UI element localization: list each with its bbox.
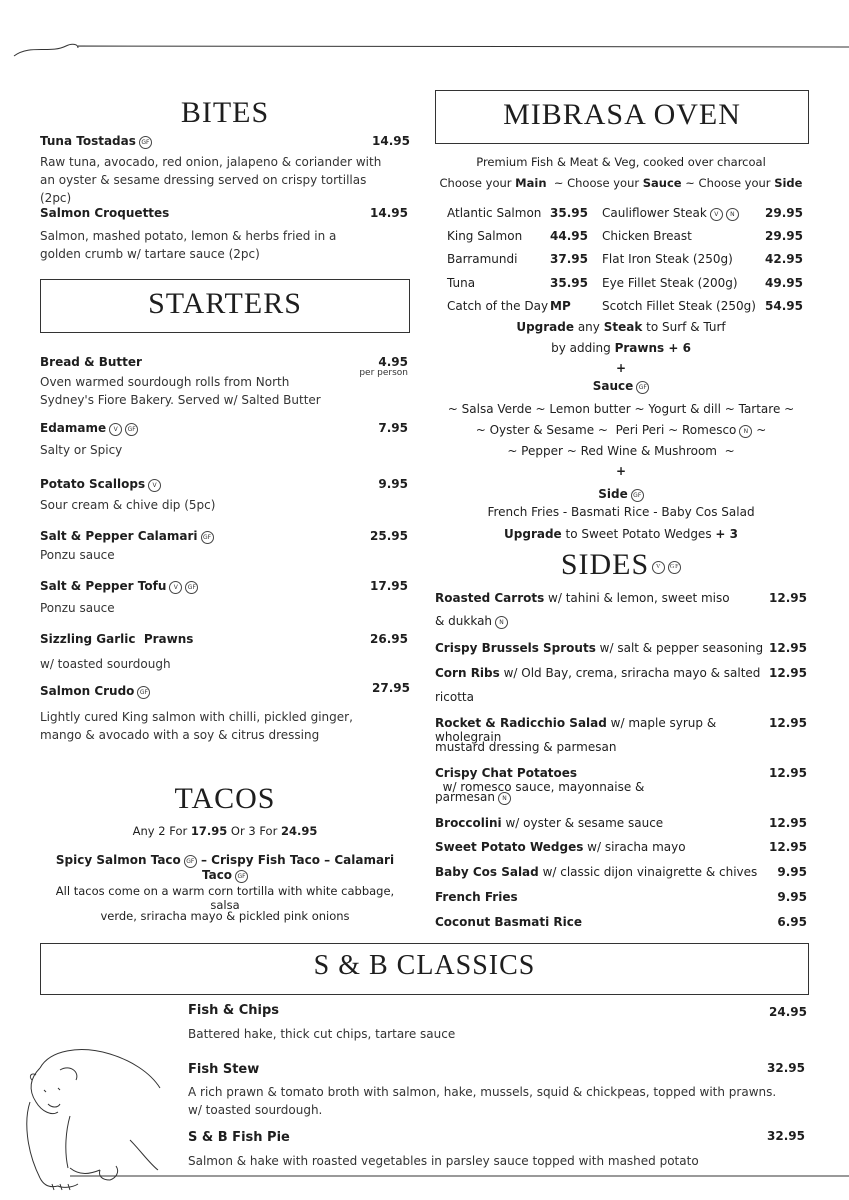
menu-item-desc: Sour cream & chive dip (5pc)	[40, 498, 216, 512]
side-price: 12.95	[769, 766, 807, 780]
classic-item-name: S & B Fish Pie	[188, 1130, 290, 1145]
sauce-label: Sauce GF	[435, 379, 807, 394]
oven-title: MIBRASA OVEN	[503, 98, 741, 131]
oven-item-name: Chicken Breast	[602, 229, 692, 243]
classic-item-desc: Salmon & hake with roasted vegetables in parsley sauce topped with mashed potato	[188, 1154, 699, 1168]
menu-item-price: 4.95	[378, 355, 408, 369]
tacos-desc-line2: verde, sriracha mayo & pickled pink onions	[100, 909, 350, 923]
menu-item-name: Salmon Croquettes	[40, 206, 170, 220]
oven-item-name: Flat Iron Steak (250g)	[602, 252, 733, 266]
tacos-offer: Any 2 For 17.95 Or 3 For 24.95	[132, 824, 318, 838]
oven-sides: French Fries - Basmati Rice - Baby Cos Salad	[487, 505, 755, 519]
tacos-desc-line1: All tacos come on a warm corn tortilla with white cabbage, salsa	[55, 884, 395, 912]
classic-item-desc: Battered hake, thick cut chips, tartare sauce	[188, 1027, 456, 1041]
vegetarian-icon: V	[109, 423, 122, 436]
side-price: 12.95	[769, 591, 807, 605]
menu-item-name: Salt & Pepper Calamari GF	[40, 529, 214, 544]
classics-header-box	[40, 943, 809, 995]
side-item: Roasted Carrots w/ tahini & lemon, sweet miso	[435, 591, 730, 605]
wave-line-icon	[0, 36, 849, 62]
menu-item-name: Sizzling Garlic Prawns	[40, 632, 194, 646]
side-item-cont: mustard dressing & parmesan	[435, 740, 617, 754]
side-label: Side GF	[435, 487, 807, 502]
gluten-free-icon: GF	[185, 581, 198, 594]
classic-item-price: 32.95	[767, 1061, 805, 1075]
oven-item-price: 29.95	[765, 206, 803, 220]
nuts-icon: N	[726, 208, 739, 221]
oven-intro: Premium Fish & Meat & Veg, cooked over charcoal	[476, 155, 766, 169]
oven-item-name: Barramundi	[447, 252, 518, 266]
oven-item-price: 42.95	[765, 252, 803, 266]
gluten-free-icon: GF	[201, 531, 214, 544]
side-item: Rocket & Radicchio Salad w/ maple syrup & wholegrain	[435, 716, 717, 744]
side-price: 12.95	[769, 716, 807, 730]
oven-row	[0, 252, 849, 272]
tacos-title: TACOS	[174, 782, 276, 815]
oven-upgrade: Upgrade any Steak to Surf & Turf	[516, 320, 726, 334]
oven-item-name: Scotch Fillet Steak (250g)	[602, 299, 756, 313]
side-item: French Fries	[435, 890, 518, 904]
oven-item-name: Cauliflower Steak V N	[602, 206, 739, 221]
sides-title: SIDES V GF	[560, 548, 680, 581]
menu-item-price: 17.95	[370, 579, 408, 593]
gluten-free-icon: GF	[235, 870, 248, 883]
classics-title: S & B CLASSICS	[313, 950, 536, 981]
vegetarian-icon: V	[710, 208, 723, 221]
oven-item-name: Tuna	[447, 276, 476, 290]
classic-item-desc: w/ toasted sourdough.	[188, 1103, 323, 1117]
classic-item-price: 24.95	[769, 1005, 807, 1019]
bear-drawing-icon	[0, 1020, 849, 1200]
menu-item-desc: Salmon, mashed potato, lemon & herbs fried in a golden crumb w/ tartare sauce (2pc)	[40, 229, 337, 261]
menu-item-price: 9.95	[378, 477, 408, 491]
oven-choose: Choose your Main ~ Choose your Sauce ~ Choose your Side	[439, 176, 803, 190]
oven-item-price: MP	[550, 299, 571, 313]
classic-item-name: Fish Stew	[188, 1062, 260, 1077]
oven-adding: by adding Prawns + 6	[551, 341, 691, 355]
menu-item-price: 14.95	[370, 206, 408, 220]
plus-sign: +	[615, 464, 627, 478]
side-item-cont: & dukkah N	[435, 614, 508, 629]
oven-header-box	[435, 90, 809, 144]
nuts-icon: N	[498, 792, 511, 805]
sauce-list-3: ~ Pepper ~ Red Wine & Mushroom ~	[507, 444, 735, 458]
plus-sign: +	[615, 361, 627, 375]
side-item: Sweet Potato Wedges w/ siracha mayo	[435, 840, 686, 854]
menu-item-name: Potato Scallops V	[40, 477, 161, 492]
menu-item-price: 27.95	[372, 681, 410, 695]
gluten-free-icon: GF	[184, 855, 197, 868]
menu-item-desc: Ponzu sauce	[40, 601, 115, 615]
oven-side-upgrade: Upgrade to Sweet Potato Wedges + 3	[504, 527, 738, 541]
menu-item-name: Salt & Pepper Tofu V GF	[40, 579, 198, 594]
oven-item-price: 49.95	[765, 276, 803, 290]
vegetarian-icon: V	[652, 561, 665, 574]
side-price: 12.95	[769, 840, 807, 854]
menu-item-name: Salmon Crudo GF	[40, 684, 150, 699]
tacos-list: Spicy Salmon Taco GF – Crispy Fish Taco – Calamari Taco GF	[55, 853, 395, 882]
menu-item-name: Tuna Tostadas GF	[40, 134, 152, 149]
gluten-free-icon: GF	[137, 686, 150, 699]
vegetarian-icon: V	[169, 581, 182, 594]
nuts-icon: N	[495, 616, 508, 629]
oven-item-name: King Salmon	[447, 229, 523, 243]
side-price: 12.95	[769, 816, 807, 830]
price-note: per person	[359, 368, 408, 378]
classic-item-desc: A rich prawn & tomato broth with salmon, hake, mussels, squid & chickpeas, topped with prawns.	[188, 1085, 777, 1099]
menu-item-desc: Ponzu sauce	[40, 548, 115, 562]
side-item: Baby Cos Salad w/ classic dijon vinaigrette & chives	[435, 865, 758, 879]
menu-item-name: Edamame V GF	[40, 421, 138, 436]
menu-item-price: 14.95	[372, 134, 410, 148]
gluten-free-icon: GF	[668, 561, 681, 574]
oven-row	[0, 299, 849, 319]
nuts-icon: N	[739, 425, 752, 438]
sauce-list-1: ~ Salsa Verde ~ Lemon butter ~ Yogurt & dill ~ Tartare ~	[447, 402, 795, 416]
menu-item-desc: Raw tuna, avocado, red onion, jalapeno & coriander with an oyster & sesame dressing served on crispy tortillas (2pc)	[40, 155, 382, 205]
oven-item-name: Atlantic Salmon	[447, 206, 542, 220]
menu-item-desc: Lightly cured King salmon with chilli, pickled ginger, mango & avocado with a soy & citrus dressing	[40, 710, 353, 742]
side-price: 6.95	[777, 915, 807, 929]
gluten-free-icon: GF	[139, 136, 152, 149]
oven-row	[0, 276, 849, 296]
menu-item-name: Bread & Butter	[40, 355, 142, 369]
oven-item-price: 35.95	[550, 206, 588, 220]
side-price: 9.95	[777, 865, 807, 879]
gluten-free-icon: GF	[636, 381, 649, 394]
vegetarian-icon: V	[148, 479, 161, 492]
side-item: Crispy Brussels Sprouts w/ salt & pepper seasoning	[435, 641, 764, 655]
oven-item-price: 29.95	[765, 229, 803, 243]
menu-item-price: 26.95	[370, 632, 408, 646]
menu-item-price: 25.95	[370, 529, 408, 543]
side-price: 12.95	[769, 641, 807, 655]
side-item: Coconut Basmati Rice	[435, 915, 583, 929]
side-price: 12.95	[769, 666, 807, 680]
oven-item-price: 44.95	[550, 229, 588, 243]
side-item: Corn Ribs w/ Old Bay, crema, sriracha mayo & salted	[435, 666, 761, 680]
bites-title: BITES	[180, 96, 270, 129]
starters-title: STARTERS	[148, 287, 302, 320]
classic-item-price: 32.95	[767, 1129, 805, 1143]
oven-item-name: Catch of the Day	[447, 299, 549, 313]
side-item: Crispy Chat Potatoes w/ romesco sauce, mayonnaise &	[435, 766, 645, 794]
classic-item-name: Fish & Chips	[188, 1003, 280, 1018]
oven-item-price: 54.95	[765, 299, 803, 313]
side-item-cont: parmesan N	[435, 790, 511, 805]
menu-item-desc: w/ toasted sourdough	[40, 657, 171, 671]
side-item: Broccolini w/ oyster & sesame sauce	[435, 816, 664, 830]
side-price: 9.95	[777, 890, 807, 904]
oven-row	[0, 206, 849, 226]
sauce-list-2: ~ Oyster & Sesame ~ Peri Peri ~ Romesco N ~	[475, 423, 767, 437]
oven-row	[0, 229, 849, 249]
menu-item-desc: Oven warmed sourdough rolls from North Sydney's Fiore Bakery. Served w/ Salted Butter	[40, 375, 321, 407]
side-item-cont: ricotta	[435, 690, 474, 704]
oven-item-name: Eye Fillet Steak (200g)	[602, 276, 738, 290]
gluten-free-icon: GF	[125, 423, 138, 436]
oven-item-price: 35.95	[550, 276, 588, 290]
oven-item-price: 37.95	[550, 252, 588, 266]
menu-item-price: 7.95	[378, 421, 408, 435]
gluten-free-icon: GF	[631, 489, 644, 502]
menu-item-desc: Salty or Spicy	[40, 443, 123, 457]
